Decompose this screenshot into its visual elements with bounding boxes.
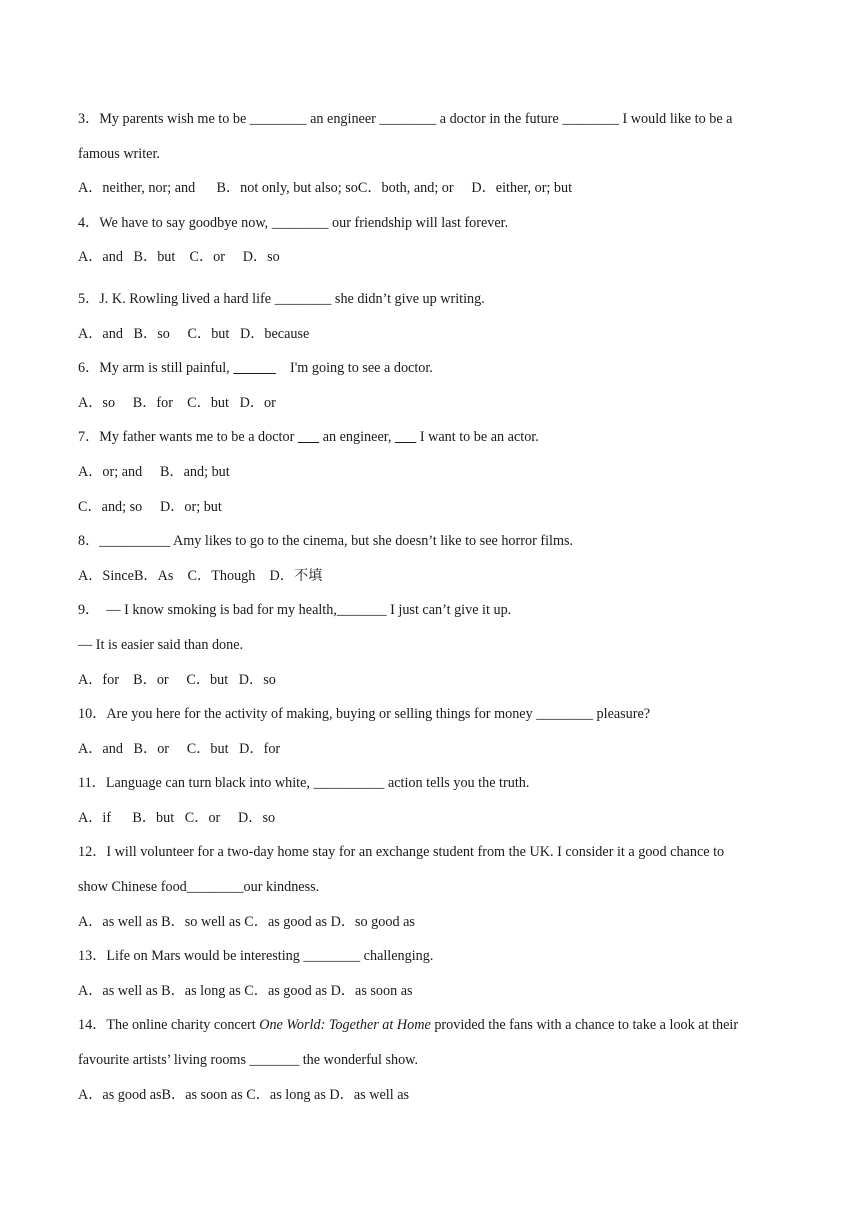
question-5-text: 5．J. K. Rowling lived a hard life ________ she didn’t give up writing. xyxy=(78,290,485,307)
question-3-options: A．neither, nor; and B．not only, but also; soC．both, and; or D．either, or; but xyxy=(78,180,573,197)
question-14-text-after: provided the fans with a chance to take a look at their xyxy=(430,1017,739,1034)
question-7-text xyxy=(78,420,790,455)
question-13-options: A．as well as B．as long as C．as good as D．as soon as xyxy=(78,982,413,999)
question-8-options: A．SinceB．As C．Though D．不填 xyxy=(78,567,323,584)
question-7-blank-1 xyxy=(298,429,319,445)
question-14-text-before: 14．The online charity concert xyxy=(78,1017,260,1034)
question-13-text: 13．Life on Mars would be interesting ________ challenging. xyxy=(78,948,434,965)
question-14-options: A．as good asB．as soon as C．as long as D．as well as xyxy=(78,1086,410,1103)
question-9-text-before: 9． — I know smoking is bad for my health, xyxy=(78,602,337,619)
question-6-blank xyxy=(233,360,276,376)
question-14-line-2: favourite artists’ living rooms _______ the wonderful show. xyxy=(78,1052,419,1069)
question-14-concert-title: One World: Together at Home xyxy=(259,1017,431,1034)
question-4-options: A．and B．but C．or D．so xyxy=(78,249,280,266)
question-9-options: A．for B．or C．but D．so xyxy=(78,671,276,688)
question-6-text xyxy=(78,351,790,386)
question-7-text-a: 7．My father wants me to be a doctor xyxy=(78,429,298,446)
question-9-text xyxy=(78,593,790,628)
question-3-line-1: 3．My parents wish me to be ________ an engineer ________ a doctor in the future ________ I would like to be a xyxy=(78,111,733,127)
question-6-options: A．so B．for C．but D．or xyxy=(78,394,276,411)
question-7-text-b: an engineer, xyxy=(319,429,395,446)
question-10-options: A．and B．or C．but D．for xyxy=(78,740,281,757)
question-14-line-1 xyxy=(78,1008,790,1043)
question-12-options: A．as well as B．so well as C．as good as D．so good as xyxy=(78,913,415,930)
question-12-line-2: show Chinese food________our kindness. xyxy=(78,879,320,896)
question-7-blank-2 xyxy=(395,429,416,445)
document-page xyxy=(78,102,790,1112)
question-4-text: 4．We have to say goodbye now, ________ our friendship will last forever. xyxy=(78,214,509,231)
question-3-line-2: famous writer. xyxy=(78,145,160,162)
question-10-text: 10．Are you here for the activity of making, buying or selling things for money ________ pleasure? xyxy=(78,706,651,723)
question-6-text-before: 6．My arm is still painful, xyxy=(78,360,234,377)
question-9-text-after: I just can’t give it up. xyxy=(386,602,512,619)
question-11-text: 11．Language can turn black into white, __________ action tells you the truth. xyxy=(78,775,530,792)
question-12-line-1: 12．I will volunteer for a two-day home stay for an exchange student from the UK. I consider it a good chance to xyxy=(78,844,725,861)
question-6-text-after: I'm going to see a doctor. xyxy=(275,360,433,377)
question-11-options: A．if B．but C．or D．so xyxy=(78,809,276,826)
question-7-options-row-1: A．or; and B．and; but xyxy=(78,463,230,480)
question-8-text: 8．__________ Amy likes to go to the cinema, but she doesn’t like to see horror films. xyxy=(78,533,574,550)
question-7-options-row-2: C．and; so D．or; but xyxy=(78,498,222,515)
question-5-options: A．and B．so C．but D．because xyxy=(78,325,310,342)
question-7-text-c: I want to be an actor. xyxy=(416,429,539,446)
question-9-blank: _______ xyxy=(336,602,387,619)
question-9-reply: — It is easier said than done. xyxy=(78,636,244,653)
